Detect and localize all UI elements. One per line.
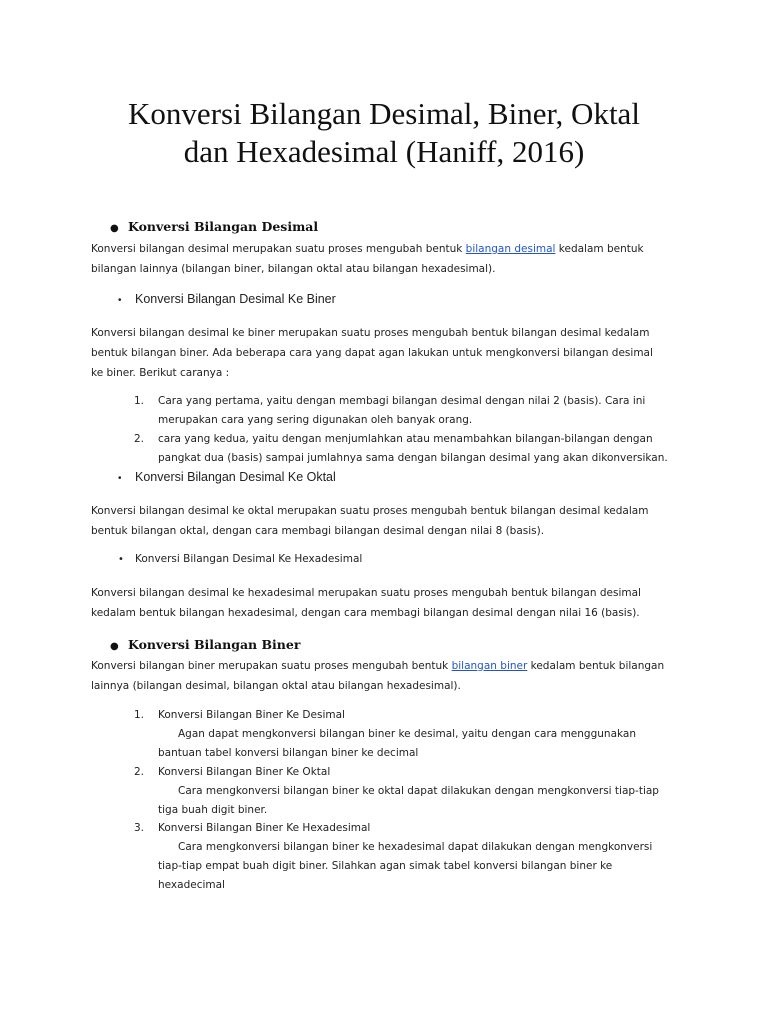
subheading-desimal-ke-hexadesimal: • Konversi Bilangan Desimal Ke Hexadesimal — [118, 553, 363, 565]
title-line-1: Konversi Bilangan Desimal, Biner, Oktal — [128, 96, 640, 131]
paragraph-desimal-ke-oktal: Konversi bilangan desimal ke oktal merupakan suatu proses mengubah bentuk bilangan desimal kedalam bentuk bilangan oktal, dengan cara membagi bilangan desimal dengan nilai 8 (basis). — [91, 505, 649, 537]
link-bilangan-desimal[interactable]: bilangan desimal — [465, 243, 556, 255]
section-heading-desimal: ● Konversi Bilangan Desimal — [110, 219, 319, 234]
bullet-icon: • — [118, 473, 122, 484]
subheading-desimal-ke-biner: • Konversi Bilangan Desimal Ke Biner — [118, 292, 336, 306]
bullet-icon: • — [118, 554, 124, 565]
list-item: 1. Konversi Bilangan Biner Ke Desimal Agan dapat mengkonversi bilangan biner ke desimal, yaitu dengan cara menggunakan bantuan tabel konversi bilangan biner ke decimal — [134, 709, 636, 759]
list-item: 2. Konversi Bilangan Biner Ke Oktal Cara mengkonversi bilangan biner ke oktal dapat dilakukan dengan mengkonversi tiap-tiap tiga buah digit biner. — [134, 766, 659, 816]
bullet-icon: • — [118, 295, 122, 306]
list-item: 1. Cara yang pertama, yaitu dengan membagi bilangan desimal dengan nilai 2 (basis). Cara ini merupakan cara yang sering digunakan oleh banyak orang. — [134, 395, 646, 426]
bullet-icon: ● — [110, 641, 119, 652]
list-item: 2. cara yang kedua, yaitu dengan menjumlahkan atau menambahkan bilangan-bilangan dengan pangkat dua (basis) sampai jumlahnya sama dengan bilangan desimal yang akan dikonversikan. — [134, 433, 668, 464]
section-biner-intro: Konversi bilangan biner merupakan suatu proses mengubah bentuk bilangan biner kedalam bentuk bilangan lainnya (bilangan desimal, bilangan oktal atau bilangan hexadesimal). — [91, 660, 665, 692]
title-line-2: dan Hexadesimal (Haniff, 2016) — [183, 134, 585, 169]
subheading-desimal-ke-oktal: • Konversi Bilangan Desimal Ke Oktal — [118, 470, 336, 484]
section-desimal-intro: Konversi bilangan desimal merupakan suatu proses mengubah bentuk bilangan desimal kedalam bentuk bilangan lainnya (bilangan biner, bilangan oktal atau bilangan hexadesimal). — [91, 243, 644, 275]
link-bilangan-biner[interactable]: bilangan biner — [451, 660, 528, 672]
list-item: 3. Konversi Bilangan Biner Ke Hexadesimal Cara mengkonversi bilangan biner ke hexadesimal dapat dilakukan dengan mengkonversi tiap-tiap empat buah digit biner. Silahkan agan simak tabel konversi bilangan biner ke hexadecimal — [134, 822, 653, 891]
bullet-icon: ● — [110, 223, 119, 234]
page-title — [60, 95, 708, 171]
paragraph-desimal-ke-biner: Konversi bilangan desimal ke biner merupakan suatu proses mengubah bentuk bilangan desimal kedalam bentuk bilangan biner. Ada beberapa cara yang dapat agan lakukan untuk mengkonversi bilangan desimal ke biner. Berikut caranya : — [91, 327, 653, 379]
paragraph-desimal-ke-hexadesimal: Konversi bilangan desimal ke hexadesimal merupakan suatu proses mengubah bentuk bilangan desimal kedalam bentuk bilangan hexadesimal, dengan cara membagi bilangan desimal dengan nilai 16 (basis). — [91, 587, 641, 619]
section-heading-biner: ● Konversi Bilangan Biner — [110, 637, 301, 652]
